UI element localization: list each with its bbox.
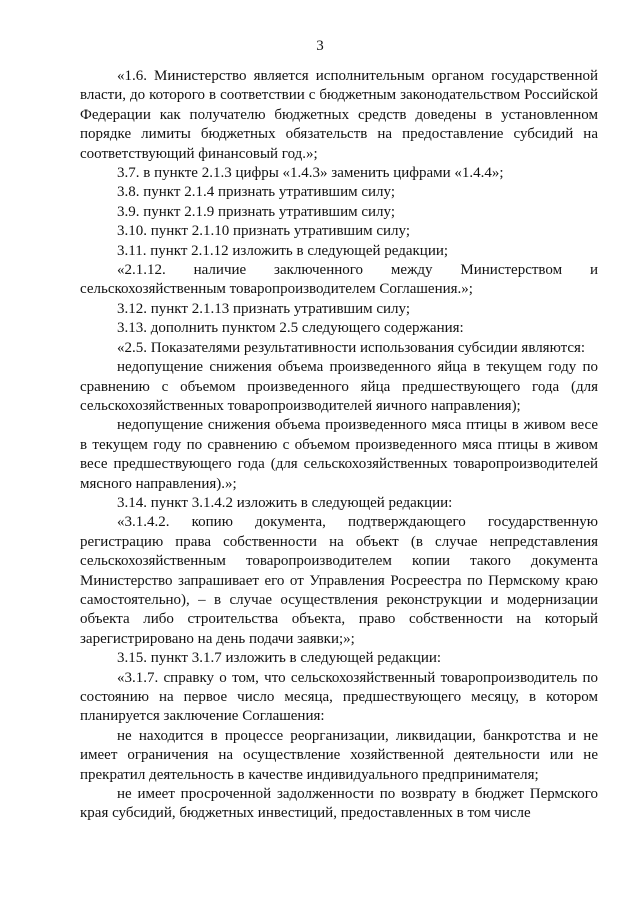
- paragraph-poultry: недопущение снижения объема произведенного мяса птицы в живом весе в текущем году по сравнению с объемом произведенного мяса птицы в живом весе предшествующего года (для сельскохозяйственных товаропроизводителей мясного направления).»;: [80, 417, 598, 492]
- paragraph-3-7: 3.7. в пункте 2.1.3 цифры «1.4.3» заменить цифрами «1.4.4»;: [117, 165, 504, 182]
- paragraph-reorganization: не находится в процессе реорганизации, ликвидации, банкротства и не имеет ограничения на осуществление хозяйственной деятельности или не прекратил деятельность в качестве индивидуального предпринимателя;: [80, 727, 598, 783]
- paragraph-3-1-7: «3.1.7. справку о том, что сельскохозяйственный товаропроизводитель по состоянию на первое число месяца, предшествующего месяцу, в котором планируется заключение Соглашения:: [80, 669, 598, 725]
- paragraph-debt: не имеет просроченной задолженности по возврату в бюджет Пермского края субсидий, бюджетных инвестиций, предоставленных в том числе: [80, 786, 598, 822]
- paragraph-3-10: 3.10. пункт 2.1.10 признать утратившим силу;: [117, 223, 411, 240]
- paragraph-3-15: 3.15. пункт 3.1.7 изложить в следующей редакции:: [117, 650, 442, 667]
- paragraph-3-14: 3.14. пункт 3.1.4.2 изложить в следующей редакции:: [117, 494, 453, 511]
- paragraph-3-8: 3.8. пункт 2.1.4 признать утратившим силу;: [117, 184, 396, 201]
- paragraph-1-6: «1.6. Министерство является исполнительным органом государственной власти, до которого в соответствии с бюджетным законодательством Российской Федерации как получателю бюджетных средств доведены в установленном порядке лимиты бюджетных обязательств на предоставление субсидий на соответствующий финансовый год.»;: [80, 68, 598, 162]
- page-number: 3: [316, 38, 324, 54]
- paragraph-3-12: 3.12. пункт 2.1.13 признать утратившим силу;: [117, 300, 411, 317]
- paragraph-eggs: недопущение снижения объема произведенного яйца в текущем году по сравнению с объемом произведенного яйца предшествующего года (для сельскохозяйственных товаропроизводителей яичного направления);: [80, 359, 598, 414]
- paragraph-3-9: 3.9. пункт 2.1.9 признать утратившим силу;: [117, 203, 396, 220]
- paragraph-2-5: «2.5. Показателями результативности использования субсидии являются:: [117, 339, 586, 356]
- paragraph-2-1-12: «2.1.12. наличие заключенного между Министерством и сельскохозяйственным товаропроизводителем Соглашения.»;: [80, 262, 598, 298]
- document-body: [80, 67, 598, 824]
- paragraph-3-1-4-2: «3.1.4.2. копию документа, подтверждающего государственную регистрацию права собственности на объект (в случае непредставления сельскохозяйственным товаропроизводителем копии такого документа Министерство запрашивает его от Управления Росреестра по Пермскому краю самостоятельно), – в случае осуществления реконструкции и модернизации объекта либо строительства объекта, право собственности на который зарегистрировано на день подачи заявки;»;: [80, 514, 598, 647]
- paragraph-3-13: 3.13. дополнить пунктом 2.5 следующего содержания:: [117, 320, 464, 337]
- paragraph-3-11: 3.11. пункт 2.1.12 изложить в следующей редакции;: [117, 242, 449, 259]
